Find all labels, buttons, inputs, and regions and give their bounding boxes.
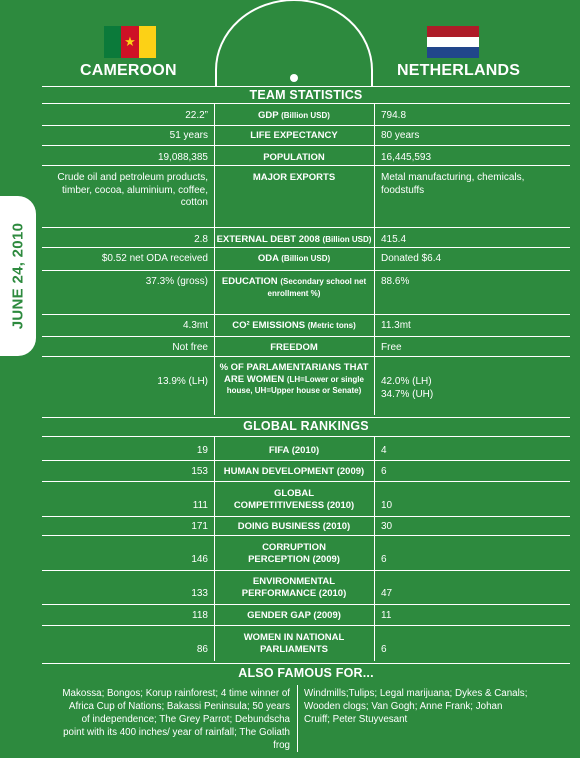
netherlands-flag-stripe-red xyxy=(427,26,479,37)
row-divider xyxy=(42,356,570,357)
also-famous-title: ALSO FAMOUS FOR... xyxy=(238,666,374,680)
row-divider xyxy=(42,227,570,228)
cameroon-value: $0.52 net ODA received xyxy=(101,253,208,264)
column-divider-right xyxy=(374,103,375,415)
cameroon-rank: 111 xyxy=(192,500,208,511)
stat-label xyxy=(214,130,374,142)
row-divider xyxy=(42,604,570,605)
left-famous-text: Makossa; Bongos; Korup rainforest; 4 time winner of Africa Cup of Nations; Bakassi Peninsula; 50 years of independence; The Grey Parrot; Debundscha point with its 400 inches/ year of rainfall; The Goliath frog xyxy=(62,688,290,751)
stat-label-unit: (Billion USD) xyxy=(322,235,372,244)
ranking-label: CORRUPTION PERCEPTION (2009) xyxy=(248,542,340,565)
row-divider xyxy=(42,247,570,248)
stat-label-unit: (LH=Lower or single house, UH=Upper house or Senate) xyxy=(226,374,364,395)
right-team-name: NETHERLANDS xyxy=(397,62,521,79)
netherlands-flag-stripe-white xyxy=(427,37,479,48)
divider xyxy=(42,663,570,664)
netherlands-rank: 6 xyxy=(381,466,387,477)
netherlands-flag-icon xyxy=(427,26,479,58)
row-divider xyxy=(42,625,570,626)
netherlands-value: Metal manufacturing, chemicals, foodstuffs xyxy=(381,172,525,196)
cameroon-value: 51 years xyxy=(169,130,208,141)
cameroon-rank: 133 xyxy=(191,588,208,599)
row-divider xyxy=(42,535,570,536)
stat-label-unit: (Billion USD) xyxy=(281,254,331,263)
cameroon-rank: 146 xyxy=(191,554,208,565)
stat-label-main: MAJOR EXPORTS xyxy=(252,172,336,183)
row-divider xyxy=(42,145,570,146)
cameroon-rank: 153 xyxy=(191,466,208,477)
row-divider xyxy=(42,481,570,482)
netherlands-value: 415.4 xyxy=(381,234,407,245)
netherlands-value: 794.8 xyxy=(381,110,407,121)
row-divider xyxy=(42,516,570,517)
date-label: JUNE 24, 2010 xyxy=(9,222,27,330)
cameroon-value: 37.3% (gross) xyxy=(145,276,208,287)
divider xyxy=(42,436,570,437)
netherlands-value: Free xyxy=(381,342,402,353)
ranking-label: GENDER GAP (2009) xyxy=(247,610,341,621)
cameroon-flag-icon xyxy=(104,26,156,58)
cameroon-flag-star-icon: ★ xyxy=(124,34,136,50)
cameroon-value: Crude oil and petroleum products, timber, cocoa, aluminium, coffee, cotton xyxy=(57,172,208,208)
row-divider xyxy=(42,570,570,571)
cameroon-flag-stripe-green xyxy=(104,26,121,58)
stat-label xyxy=(214,110,374,122)
stat-label xyxy=(214,234,374,246)
netherlands-value: 88.6% xyxy=(381,276,410,287)
ranking-label: DOING BUSINESS (2010) xyxy=(237,521,351,532)
ranking-label: HUMAN DEVELOPMENT (2009) xyxy=(223,466,365,477)
ranking-label: FIFA (2010) xyxy=(268,445,320,456)
stat-label xyxy=(214,362,374,397)
netherlands-rank: 47 xyxy=(381,588,393,599)
stat-label-main: FREEDOM xyxy=(270,342,318,353)
row-divider xyxy=(42,165,570,166)
column-divider-famous xyxy=(297,685,298,752)
stat-label-unit: (Metric tons) xyxy=(307,321,356,330)
netherlands-value: 11.3mt xyxy=(381,320,411,331)
center-circle-arc-icon xyxy=(214,0,374,90)
netherlands-value: 16,445,593 xyxy=(381,152,432,163)
stat-label-main: LIFE EXPECTANCY xyxy=(250,130,338,141)
row-divider xyxy=(42,270,570,271)
stat-label xyxy=(214,276,374,299)
cameroon-value: 13.9% (LH) xyxy=(157,376,208,387)
divider xyxy=(42,417,570,418)
stat-label-main: % OF PARLAMENTARIANS THAT ARE WOMEN xyxy=(219,362,369,385)
cameroon-value: 4.3mt xyxy=(182,320,208,331)
stat-label xyxy=(214,172,374,184)
netherlands-value: Donated $6.4 xyxy=(381,253,442,264)
stat-label xyxy=(214,253,374,265)
stat-label xyxy=(214,342,374,354)
stat-label-main: EDUCATION xyxy=(221,276,278,287)
ranking-label: ENVIRONMENTAL PERFORMANCE (2010) xyxy=(241,576,347,599)
stat-label-unit: (Secondary school net enrollment %) xyxy=(267,277,367,298)
divider xyxy=(42,103,570,104)
netherlands-rank: 4 xyxy=(381,445,387,456)
cameroon-flag-stripe-yellow xyxy=(139,26,156,58)
netherlands-value: 42.0% (LH) 34.7% (UH) xyxy=(381,376,434,400)
stat-label-main: CO² EMISSIONS xyxy=(232,320,306,331)
cameroon-rank: 171 xyxy=(191,521,208,532)
cameroon-value: 22.2” xyxy=(185,110,208,121)
stat-label xyxy=(214,320,374,332)
cameroon-rank: 118 xyxy=(192,610,208,621)
cameroon-value: Not free xyxy=(172,342,208,353)
cameroon-value: 19,088,385 xyxy=(157,152,208,163)
row-divider xyxy=(42,125,570,126)
row-divider xyxy=(42,336,570,337)
ranking-label: WOMEN IN NATIONAL PARLIAMENTS xyxy=(243,632,345,655)
cameroon-flag-stripe-red xyxy=(121,26,138,58)
cameroon-rank: 19 xyxy=(196,445,208,456)
netherlands-flag-stripe-blue xyxy=(427,47,479,58)
stat-label-main: POPULATION xyxy=(263,152,325,163)
stat-label-unit: (Billion USD) xyxy=(281,111,330,120)
netherlands-rank: 30 xyxy=(381,521,393,532)
cameroon-rank: 86 xyxy=(196,644,208,655)
netherlands-rank: 6 xyxy=(381,554,387,565)
divider xyxy=(42,86,570,87)
team-statistics-title: TEAM STATISTICS xyxy=(249,88,363,102)
column-divider-right xyxy=(374,436,375,661)
row-divider xyxy=(42,460,570,461)
stat-label xyxy=(214,152,374,164)
stat-label-main: GDP xyxy=(258,110,279,121)
stat-label-main: ODA xyxy=(257,253,279,264)
stat-label-main: EXTERNAL DEBT 2008 xyxy=(216,234,320,245)
netherlands-rank: 10 xyxy=(381,500,393,511)
netherlands-rank: 6 xyxy=(381,644,387,655)
right-famous-text: Windmills;Tulips; Legal marijuana; Dykes & Canals; Wooden clogs; Van Gogh; Anne Frank; Johan Cruiff; Peter Stuyvesant xyxy=(304,688,528,725)
global-rankings-title: GLOBAL RANKINGS xyxy=(243,419,369,433)
row-divider xyxy=(42,314,570,315)
left-team-name: CAMEROON xyxy=(80,62,177,79)
netherlands-rank: 11 xyxy=(381,610,392,621)
cameroon-value: 2.8 xyxy=(194,234,208,245)
ranking-label: GLOBAL COMPETITIVENESS (2010) xyxy=(233,488,355,511)
netherlands-value: 80 years xyxy=(381,130,420,141)
